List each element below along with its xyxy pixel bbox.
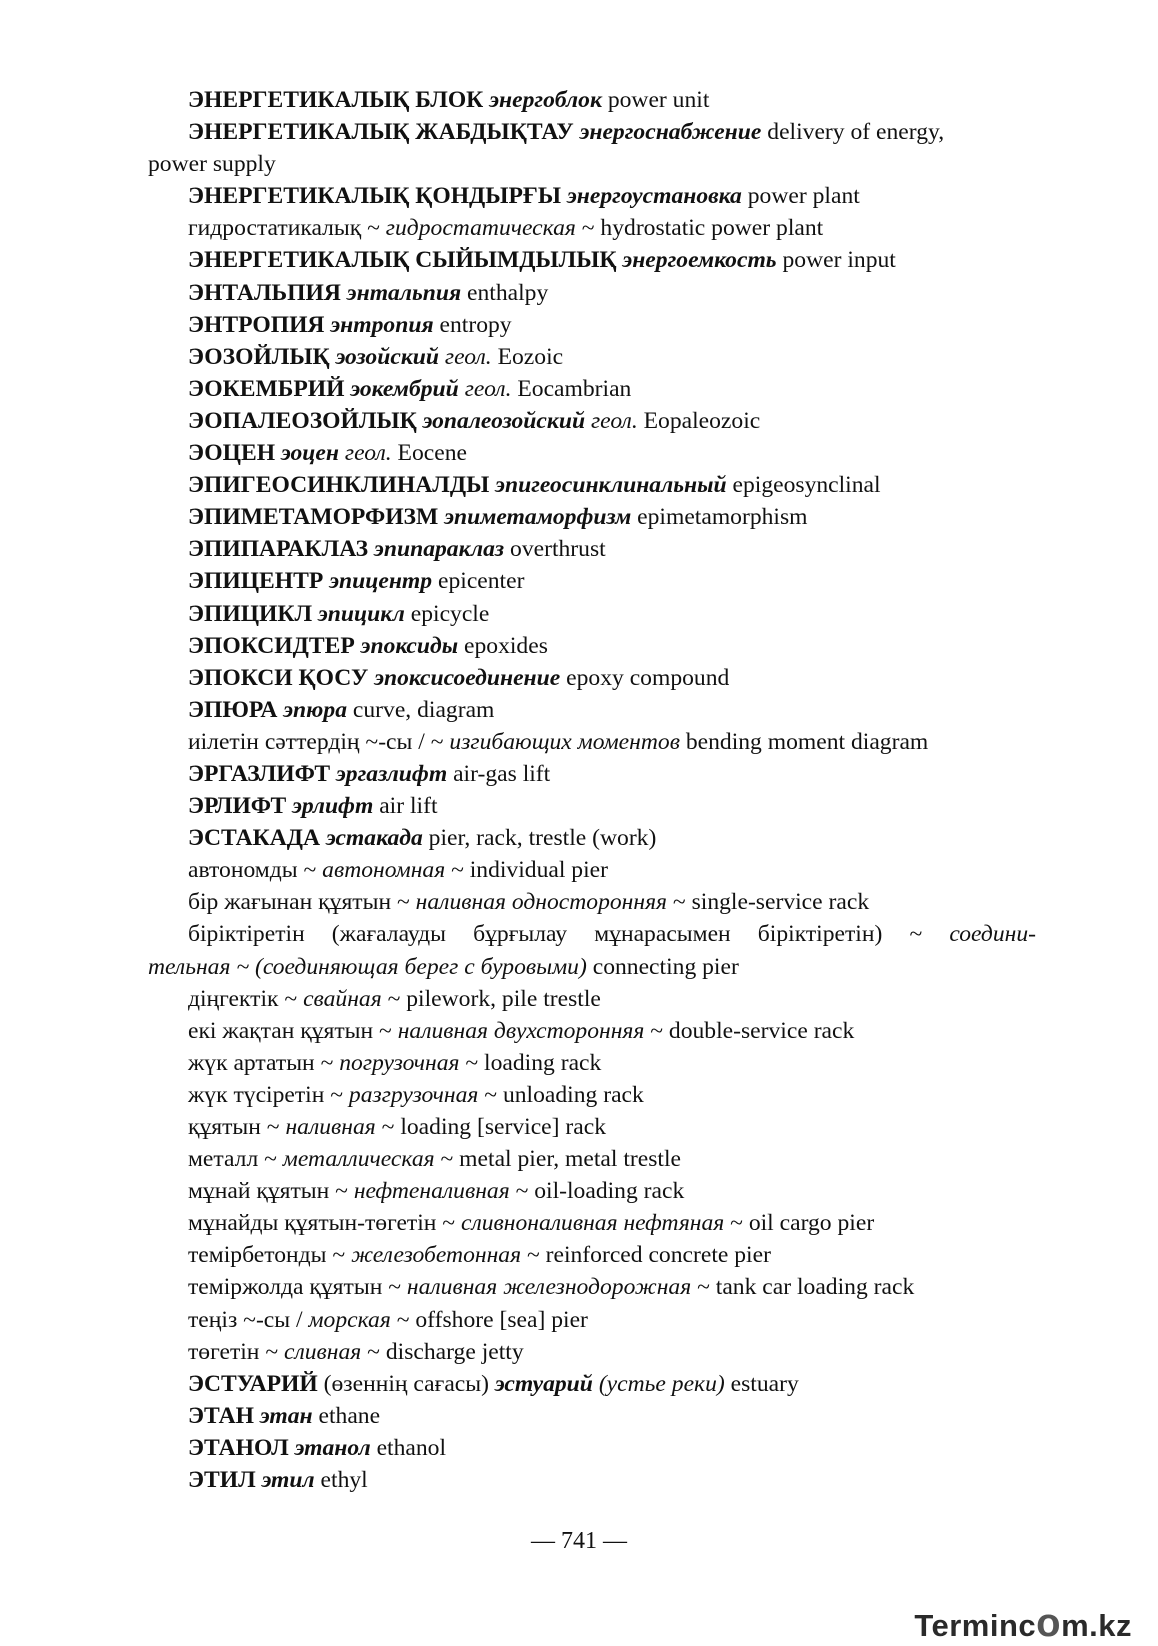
dictionary-entry <box>148 341 1036 373</box>
russian-term: эозойский <box>335 343 440 370</box>
kazakh-headword: ЭПИМЕТАМОРФИЗМ <box>188 504 439 531</box>
kazakh-headword: ЭСТАКАДА <box>188 825 321 852</box>
entry-text: delivery of energy, <box>761 119 945 146</box>
dictionary-entry <box>148 1271 1036 1303</box>
kazakh-headword: ЭТАН <box>188 1402 254 1429</box>
dictionary-entry <box>148 565 1036 597</box>
dictionary-entry <box>148 662 1036 694</box>
entry-text: гидростатикалық ~ <box>188 215 386 242</box>
entry-text: enthalpy <box>461 279 549 306</box>
dictionary-entry <box>148 983 1036 1015</box>
entry-text: epicenter <box>432 568 525 595</box>
italic-term: наливная односторонняя <box>415 889 668 916</box>
entry-text: мұнай құятын ~ <box>188 1178 354 1205</box>
entry-text: ~ discharge jetty <box>361 1338 524 1365</box>
russian-term: эрлифт <box>292 793 374 820</box>
kazakh-headword: ЭТИЛ <box>188 1467 256 1494</box>
italic-term: нефтеналивная <box>353 1178 510 1205</box>
dictionary-entry <box>148 1079 1036 1111</box>
russian-term: эпицентр <box>329 568 433 595</box>
dictionary-entry <box>148 116 1036 148</box>
kazakh-headword: ЭНТАЛЬПИЯ <box>188 279 341 306</box>
dictionary-entry <box>148 1432 1036 1464</box>
dictionary-entry <box>148 694 1036 726</box>
italic-term: соедини- <box>949 921 1036 948</box>
entry-text: мұнайды құятын-төгетін ~ <box>188 1210 461 1237</box>
entry-text: bending moment diagram <box>679 728 929 755</box>
entry-text: ethyl <box>314 1467 368 1494</box>
dictionary-entry <box>148 501 1036 533</box>
entry-text: ~ reinforced concrete pier <box>521 1242 771 1269</box>
dictionary-entry <box>148 533 1036 565</box>
entry-text: жүк артатын ~ <box>188 1049 340 1076</box>
italic-term: автономная <box>322 857 446 884</box>
entry-text: epigeosynclinal <box>726 472 881 499</box>
entry-text: air lift <box>373 793 438 820</box>
dictionary-entry <box>148 758 1036 790</box>
russian-term: энергоснабжение <box>579 119 762 146</box>
dictionary-entry <box>148 918 1036 950</box>
dictionary-entry <box>148 1111 1036 1143</box>
kazakh-headword: ЭСТУАРИЙ <box>188 1370 318 1397</box>
entry-text: ~ individual pier <box>445 857 608 884</box>
russian-term: эпоксисоединение <box>374 664 561 691</box>
entry-text: теңіз ~-сы / <box>188 1306 309 1333</box>
russian-term: энергоустановка <box>566 183 742 210</box>
entry-text: жүк түсіретін ~ <box>188 1081 349 1108</box>
italic-term: гидростатическая <box>385 215 576 242</box>
russian-term: эстакада <box>325 825 423 852</box>
dictionary-entry <box>148 1368 1036 1400</box>
dictionary-entry <box>148 277 1036 309</box>
italic-term: железобетонная <box>351 1242 522 1269</box>
italic-term: морская <box>308 1306 391 1333</box>
kazakh-headword: ЭОЗОЙЛЫҚ <box>188 343 330 370</box>
entry-text: ~ double-service rack <box>644 1017 855 1044</box>
entry-text: ~ hydrostatic power plant <box>575 215 824 242</box>
dictionary-entry <box>148 886 1036 918</box>
entry-text: төгетін ~ <box>188 1338 284 1365</box>
entry-text: Eopaleozoic <box>637 407 761 434</box>
entry-text: (өзеннің сағасы) <box>317 1370 495 1397</box>
entry-text: ~ oil cargo pier <box>724 1210 875 1237</box>
entry-text: темірбетонды ~ <box>188 1242 352 1269</box>
entry-text: ~ loading rack <box>459 1049 602 1076</box>
entry-text: power input <box>776 247 896 274</box>
entry-text: Eocene <box>391 440 467 467</box>
entry-text: ethane <box>312 1402 381 1429</box>
entry-text: ~ unloading rack <box>478 1081 644 1108</box>
kazakh-headword: ЭОПАЛЕОЗОЙЛЫҚ <box>188 407 417 434</box>
entry-text: автономды ~ <box>188 857 323 884</box>
dictionary-entry <box>148 1175 1036 1207</box>
italic-term: геол. <box>344 440 392 467</box>
russian-term: энергоблок <box>489 87 602 113</box>
dictionary-entry <box>148 1047 1036 1079</box>
russian-term: эстуарий <box>494 1370 593 1397</box>
entry-text: ~ pilework, pile trestle <box>381 985 601 1012</box>
entry-text: Eozoic <box>491 343 564 370</box>
italic-term: геол. <box>444 343 492 370</box>
entry-text: power unit <box>601 87 710 113</box>
italic-term: изгибающих моментов <box>449 728 680 755</box>
russian-term: этанол <box>294 1434 371 1461</box>
dictionary-entry <box>148 437 1036 469</box>
entry-continuation-line <box>148 951 1036 983</box>
entry-text: ~ loading [service] rack <box>375 1114 607 1140</box>
russian-term: эпюра <box>283 696 347 723</box>
italic-term: геол. <box>464 375 512 402</box>
russian-term: эокембрий <box>350 375 459 402</box>
russian-term: этил <box>261 1467 315 1494</box>
entry-text: entropy <box>433 311 512 338</box>
italic-term: сливная <box>284 1338 362 1365</box>
russian-term: эопалеозойский <box>422 407 586 434</box>
kazakh-headword: ЭПИПАРАКЛАЗ <box>188 536 369 563</box>
entry-text: ~ offshore [sea] pier <box>390 1306 588 1333</box>
dictionary-entry <box>148 1464 1036 1496</box>
italic-term: наливная двухсторонняя <box>397 1017 645 1044</box>
entry-text: бір жағынан құятын ~ <box>188 889 416 916</box>
dictionary-entry <box>148 1239 1036 1271</box>
entry-text: air-gas lift <box>447 760 551 787</box>
kazakh-headword: ЭТАНОЛ <box>188 1434 289 1461</box>
entry-text: overthrust <box>504 536 606 563</box>
dictionary-entries <box>148 84 1036 1496</box>
dictionary-entry <box>148 373 1036 405</box>
kazakh-headword: ЭНТРОПИЯ <box>188 311 325 338</box>
italic-term: сливноналивная нефтяная <box>460 1210 725 1237</box>
dictionary-entry <box>148 244 1036 276</box>
entry-text: діңгектік ~ <box>188 985 304 1012</box>
russian-term: эпоксиды <box>360 632 459 659</box>
dictionary-entry <box>148 405 1036 437</box>
dictionary-entry <box>148 1207 1036 1239</box>
italic-term: металлическая <box>282 1146 435 1173</box>
entry-text: power supply <box>148 151 276 178</box>
site-watermark-logo: Termincom.kz <box>914 1601 1132 1645</box>
dictionary-entry <box>148 1400 1036 1432</box>
entry-text: connecting pier <box>586 953 739 980</box>
entry-text: Eocambrian <box>511 375 632 402</box>
entry-text: ~ tank car loading rack <box>691 1274 915 1301</box>
dictionary-entry <box>148 1015 1036 1047</box>
dictionary-entry <box>148 726 1036 758</box>
italic-term: тельная ~ (соединяющая берег с буровыми) <box>148 953 587 980</box>
russian-term: эргазлифт <box>335 760 448 787</box>
kazakh-headword: ЭРГАЗЛИФТ <box>188 760 331 787</box>
entry-text: epoxy compound <box>560 664 730 691</box>
dictionary-entry <box>148 84 1036 116</box>
kazakh-headword: ЭНЕРГЕТИКАЛЫҚ СЫЙЫМДЫЛЫҚ <box>188 247 617 274</box>
entry-text: estuary <box>724 1370 799 1397</box>
entry-text: құятын ~ <box>188 1114 286 1140</box>
kazakh-headword: ЭПОКСИДТЕР <box>188 632 355 659</box>
dictionary-entry <box>148 630 1036 662</box>
russian-term: энергоемкость <box>622 247 777 274</box>
russian-term: эоцен <box>281 440 339 467</box>
entry-text: екі жақтан құятын ~ <box>188 1017 398 1044</box>
dictionary-entry <box>148 469 1036 501</box>
russian-term: эпицикл <box>318 600 405 627</box>
entry-text: power plant <box>741 183 860 210</box>
page-number: — 741 — <box>531 1528 627 1554</box>
dictionary-entry <box>148 1143 1036 1175</box>
entry-text: epicycle <box>404 600 490 627</box>
russian-term: энтальпия <box>346 279 462 306</box>
entry-text: ethanol <box>370 1434 447 1461</box>
kazakh-headword: ЭПОКСИ ҚОСУ <box>188 664 369 691</box>
kazakh-headword: ЭПИГЕОСИНКЛИНАЛДЫ <box>188 472 490 499</box>
entry-text: ~ oil-loading rack <box>509 1178 685 1205</box>
italic-term: свайная <box>303 985 382 1012</box>
italic-term: (устье реки) <box>598 1370 725 1397</box>
kazakh-headword: ЭОКЕМБРИЙ <box>188 375 345 402</box>
dictionary-entry <box>148 790 1036 822</box>
entry-text: ~ single-service rack <box>667 889 870 916</box>
italic-term: геол. <box>590 407 638 434</box>
dictionary-entry <box>148 309 1036 341</box>
italic-term: погрузочная <box>339 1049 460 1076</box>
entry-continuation-line <box>148 148 1036 180</box>
dictionary-entry <box>148 822 1036 854</box>
entry-text: ~ metal pier, metal trestle <box>434 1146 681 1173</box>
italic-term: наливная <box>285 1114 376 1140</box>
dictionary-entry <box>148 1336 1036 1368</box>
kazakh-headword: ЭПИЦИКЛ <box>188 600 313 627</box>
kazakh-headword: ЭНЕРГЕТИКАЛЫҚ БЛОК <box>188 87 484 113</box>
entry-text: теміржолда құятын ~ <box>188 1274 407 1301</box>
italic-term: наливная железнодорожная <box>406 1274 692 1301</box>
dictionary-entry <box>148 854 1036 886</box>
entry-text: curve, diagram <box>347 696 495 723</box>
dictionary-entry <box>148 180 1036 212</box>
kazakh-headword: ЭНЕРГЕТИКАЛЫҚ ҚОНДЫРҒЫ <box>188 183 562 210</box>
entry-text: иілетін сәттердің ~-сы / ~ <box>188 728 450 755</box>
kazakh-headword: ЭПИЦЕНТР <box>188 568 324 595</box>
russian-term: энтропия <box>330 311 434 338</box>
dictionary-entry <box>148 598 1036 630</box>
russian-term: эпиметаморфизм <box>444 504 632 531</box>
russian-term: этан <box>259 1402 313 1429</box>
kazakh-headword: ЭНЕРГЕТИКАЛЫҚ ЖАБДЫҚТАУ <box>188 119 574 146</box>
entry-text: біріктіретін (жағалауды бұрғылау мұнарасымен біріктіретін) ~ <box>188 921 950 948</box>
kazakh-headword: ЭРЛИФТ <box>188 793 287 820</box>
entry-text: pier, rack, trestle (work) <box>422 825 657 852</box>
entry-text: epoxides <box>458 632 548 659</box>
dictionary-entry <box>148 1304 1036 1336</box>
italic-term: разгрузочная <box>348 1081 479 1108</box>
kazakh-headword: ЭПЮРА <box>188 696 278 723</box>
entry-text: металл ~ <box>188 1146 283 1173</box>
russian-term: эпипараклаз <box>374 536 505 563</box>
dictionary-entry <box>148 212 1036 244</box>
russian-term: эпигеосинклинальный <box>495 472 727 499</box>
entry-text: epimetamorphism <box>631 504 808 531</box>
kazakh-headword: ЭОЦЕН <box>188 440 276 467</box>
